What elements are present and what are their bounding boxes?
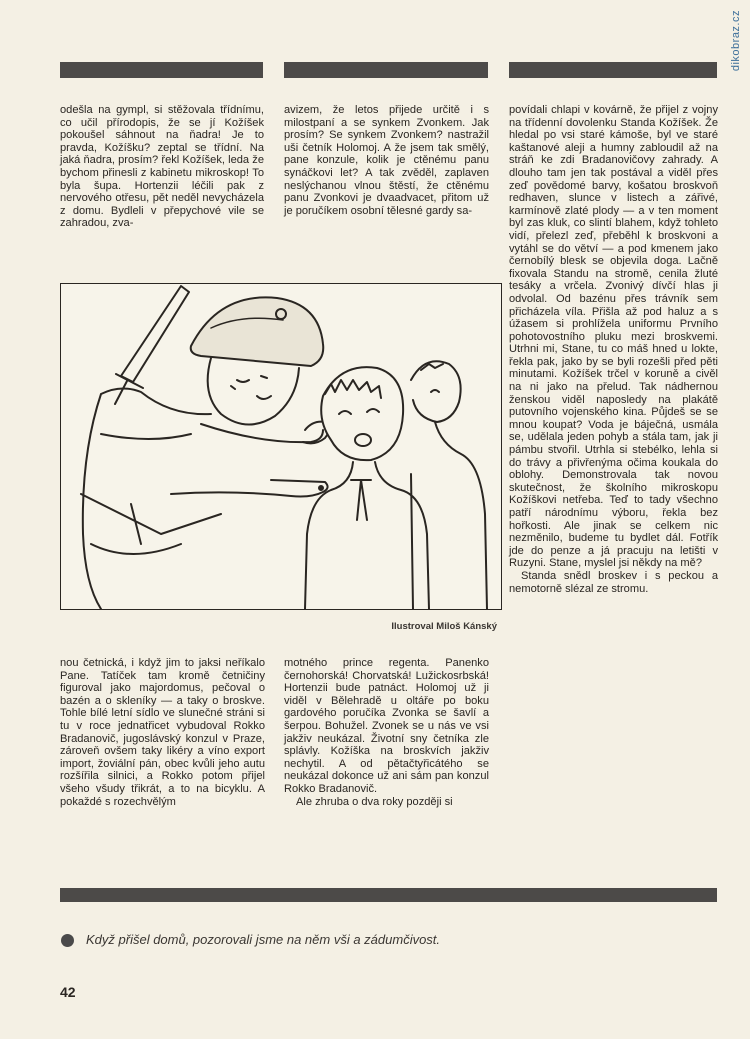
column2-top-text: avizem, že letos přijede určitě i s milostpaní a se synkem Zvonkem. Jak prosím? Se synkem Zvonkem? nastražil uši četník Holomoj. A že jsem tak smělý, pane konzule, kolik je ctěnému panu synáčkovi let? A tak zvěděl, zaplaven neslýchanou vlnou štěstí, že ctěnému panu Zvonkovi je dvaadvacet, přitom už je poručíkem osobní tělesné gardy sa- (284, 104, 489, 217)
gendarme-arm-upper (201, 424, 323, 442)
header-bar-left (60, 62, 263, 78)
column1-top-text: odešla na gympl, si stěžovala třídnímu, co učil přírodopis, že se jí Kožíšek pokoušel sáhnout na ňadra! Je to pravda, Kožíšku? zeptal se třídní. Na jaká ňadra, prosím? řekl Kožíšek, leda že bychom přinesli z kabinetu mikroskop! To byla šupa. Hortenzii léčili pak z nervového otřesu, pět neděl nevycházela z domu. Bydleli v přepychové vile se zahradou, zva- (60, 104, 264, 230)
header-bar-right (509, 62, 717, 78)
footer-bar (60, 888, 717, 902)
story-caption: Když přišel domů, pozorovali jsme na něm vši a zádumčivost. (86, 932, 441, 947)
column3-paragraph: povídali chlapi v kovárně, že přijel z vojny na třídenní dovolenku Standa Kožíšek. Že hledal po vsi staré kámoše, byl ve staré kaštanové aleji a humny zabloudil až na stráň ke zdi Bradanovičovy zahrady. A dlouho tam jen tak postával a viděl přes zeď povědomé barvy, košatou broskvoň redhaven, slunce v listech a zářivé, karmínově zlaté plody — a v ten moment byl zas kluk, co slintí blahem, když tohleto vidí, přelezl zeď, přeběhl k broskvoni a vytáhl se do větví — a pod kmenem jako černobílý blesk se objevila doga. Lačně fixovala Standu na stromě, cenila žluté tesáky a vrčela. Zvonivý dívčí hlas ji odvolal. Od bazénu přes trávník sem přicházela víla. Přišla až pod haluz a s úžasem si prohlížela uniformu Prvního pohotovostního pluku mezi broskvemi. Utrhni mi, Stane, tu co máš hned u lokte, řekla pak, jako by se byli rozešli před pěti minutami. Kožíšek trčel v koruně a civěl na ni jako na přelud. Tak nádhernou ženskou viděl naposledy na plakátě putovního vojenského kina. Půjdeš se se mnou koupat? Voda je báječná, usmála se, udělala jeden pohyb a stála tam, jak ji pámbu stvořil. Utrhla si stebélko, lehla si do trávy a přivřenýma očima koukala do oblohy. Demonstrovala tak novou skutečnost, že školního mikroskopu Kožíškovi netřeba. Teď to tady všechno patří národnímu výboru, řekla bez hořkosti. Ale jinak se celkem nic nezměnilo, budeme tu bydlet dál. Fotřík jde do penze a já pracuju na letišti v Ruzyni. Stane, myslel jsi někdy na mě? (509, 104, 718, 570)
column2-bottom-continuation: Ale zhruba o dva roky později si (296, 795, 453, 808)
column1-bottom-text: nou četnická, i když jim to jaksi neříkalo Pane. Tatíček tam kromě četničiny figuroval jako majordomus, pečoval o bazén a o skleníky — a taky o broskve. Tohle bílé letní sídlo ve slunečné stráni si tu v roce jednatřicet vybudoval Rokko Bradanovič, jugoslávský konzul v Praze, zároveň ovšem taky likéry a víno export import, žoviální pán, obec kvůli jeho autu rozšířila silnici, a Rokko potom přijel všeho všudy třikrát, a to na bicyklu. A pokaždé s rozechvělým (60, 657, 265, 808)
background-boy (411, 361, 461, 422)
illustration-gendarme-and-boy (60, 283, 502, 610)
gendarme-face (208, 358, 299, 425)
gendarme-helmet (191, 297, 324, 366)
column2-bottom-paragraph: motného prince regenta. Panenko černohorská! Chorvatská! Lužickosrbská! Hortenzii bude patnáct. Holomoj už ji viděl v Bělehradě u oltáře po boku gardového poručíka Zvonka se šavlí a šerpou. Bohužel. Zvonek se u nás ve vsi jakživ neukázal. Životní sny četníka zle splávly. Kožíška na broskvích jakživ nechytil. A od pětačtyřicátého se neukázal dokonce už ani sám pan konzul Rokko Bradanovič. (284, 657, 489, 795)
column2-bottom (284, 657, 489, 808)
column3 (509, 104, 718, 595)
header-bar-middle (284, 62, 488, 78)
site-watermark: dikobraz.cz (730, 10, 742, 72)
bayonet-blade (121, 286, 189, 382)
illustration-credit: Ilustroval Miloš Kánský (391, 621, 497, 632)
gendarme-arm-lower (171, 480, 328, 497)
gendarme-body (83, 388, 211, 609)
page-number: 42 (60, 984, 76, 1000)
column3-closing-paragraph: Standa snědl broskev i s peckou a nemotorně slézal ze stromu. (509, 569, 718, 595)
caption-bullet-icon (61, 934, 74, 947)
